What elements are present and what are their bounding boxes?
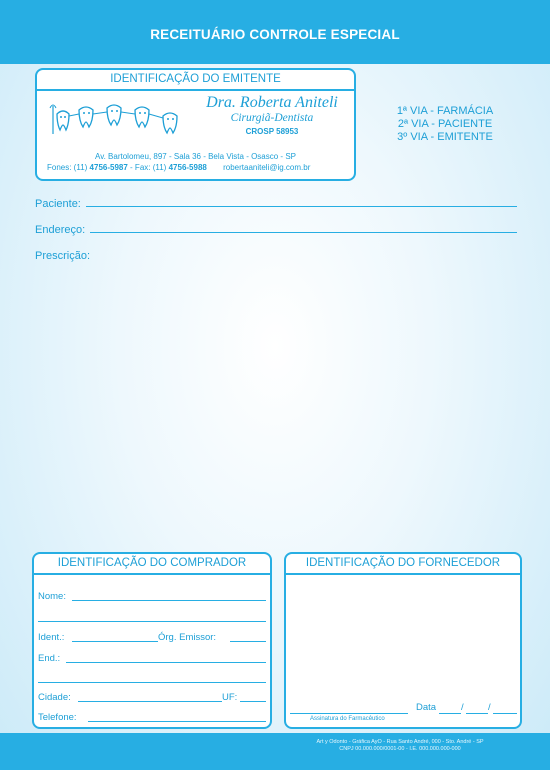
paciente-field[interactable] <box>86 206 517 207</box>
header-bar <box>0 0 550 64</box>
emitente-heading: IDENTIFICAÇÃO DO EMITENTE <box>37 70 354 91</box>
fornecedor-box <box>284 552 522 729</box>
fornecedor-heading: IDENTIFICAÇÃO DO FORNECEDOR <box>286 554 520 575</box>
paciente-label: Paciente: <box>35 198 81 210</box>
uf-label: UF: <box>222 692 238 703</box>
data-slash-2: / <box>488 702 491 713</box>
assinatura-field[interactable] <box>290 713 408 714</box>
data-slash-1: / <box>461 702 464 713</box>
page-title: RECEITUÁRIO CONTROLE ESPECIAL <box>150 27 400 42</box>
footer-credit-2: CNPJ 00.000.000/0001-00 - I.E. 000.000.000-000 <box>339 746 461 752</box>
teeth-logo-icon <box>49 100 194 142</box>
telefone-field[interactable] <box>88 721 266 722</box>
fax-label: - Fax: (11) <box>130 163 167 172</box>
via-3: 3º VIA - EMITENTE <box>397 131 493 143</box>
uf-field[interactable] <box>240 701 266 702</box>
ident-label: Ident.: <box>38 632 65 643</box>
phone-number: 4756-5987 <box>89 163 128 172</box>
prescricao-area[interactable] <box>35 268 517 538</box>
fax-number: 4756-5988 <box>168 163 207 172</box>
data-day-field[interactable] <box>439 713 461 714</box>
via-1: 1ª VIA - FARMÁCIA <box>396 105 494 117</box>
nome-label: Nome: <box>38 591 66 602</box>
ident-field[interactable] <box>72 641 158 642</box>
endereco-label: Endereço: <box>35 224 86 236</box>
emitente-box <box>35 68 356 181</box>
end-field-2[interactable] <box>38 682 266 683</box>
doctor-contacts <box>47 163 354 172</box>
orgao-field[interactable] <box>230 641 266 642</box>
end-label: End.: <box>38 653 61 664</box>
nome-field-2[interactable] <box>38 621 266 622</box>
doctor-crosp: CROSP 58953 <box>245 127 299 136</box>
footer-credit-1: Art y Odonto - Gráfica AyO - Rua Santo André, 000 - Sto. André - SP <box>316 739 484 745</box>
phones-label: Fones: (11) <box>47 163 88 172</box>
doctor-specialty: Cirurgiã-Dentista <box>230 112 314 124</box>
doctor-name: Dra. Roberta Aniteli <box>206 94 338 111</box>
prescricao-label: Prescrição: <box>35 250 91 262</box>
orgao-label: Órg. Emissor: <box>158 632 217 643</box>
copies-list <box>390 105 500 144</box>
end-field[interactable] <box>66 662 266 663</box>
endereco-field[interactable] <box>90 232 517 233</box>
nome-field[interactable] <box>72 600 266 601</box>
doctor-address: Av. Bartolomeu, 897 - Sala 36 - Bela Vista - Osasco - SP <box>95 152 296 161</box>
footer-bar <box>0 733 550 770</box>
comprador-box <box>32 552 272 729</box>
cidade-label: Cidade: <box>38 692 71 703</box>
data-label: Data <box>416 702 437 713</box>
data-month-field[interactable] <box>466 713 488 714</box>
data-year-field[interactable] <box>493 713 517 714</box>
assinatura-label: Assinatura do Farmacêutico <box>310 716 385 722</box>
comprador-heading: IDENTIFICAÇÃO DO COMPRADOR <box>34 554 270 575</box>
via-2: 2ª VIA - PACIENTE <box>397 118 493 130</box>
telefone-label: Telefone: <box>38 712 77 723</box>
doctor-email: robertaaniteli@ig.com.br <box>223 163 311 172</box>
cidade-field[interactable] <box>78 701 222 702</box>
